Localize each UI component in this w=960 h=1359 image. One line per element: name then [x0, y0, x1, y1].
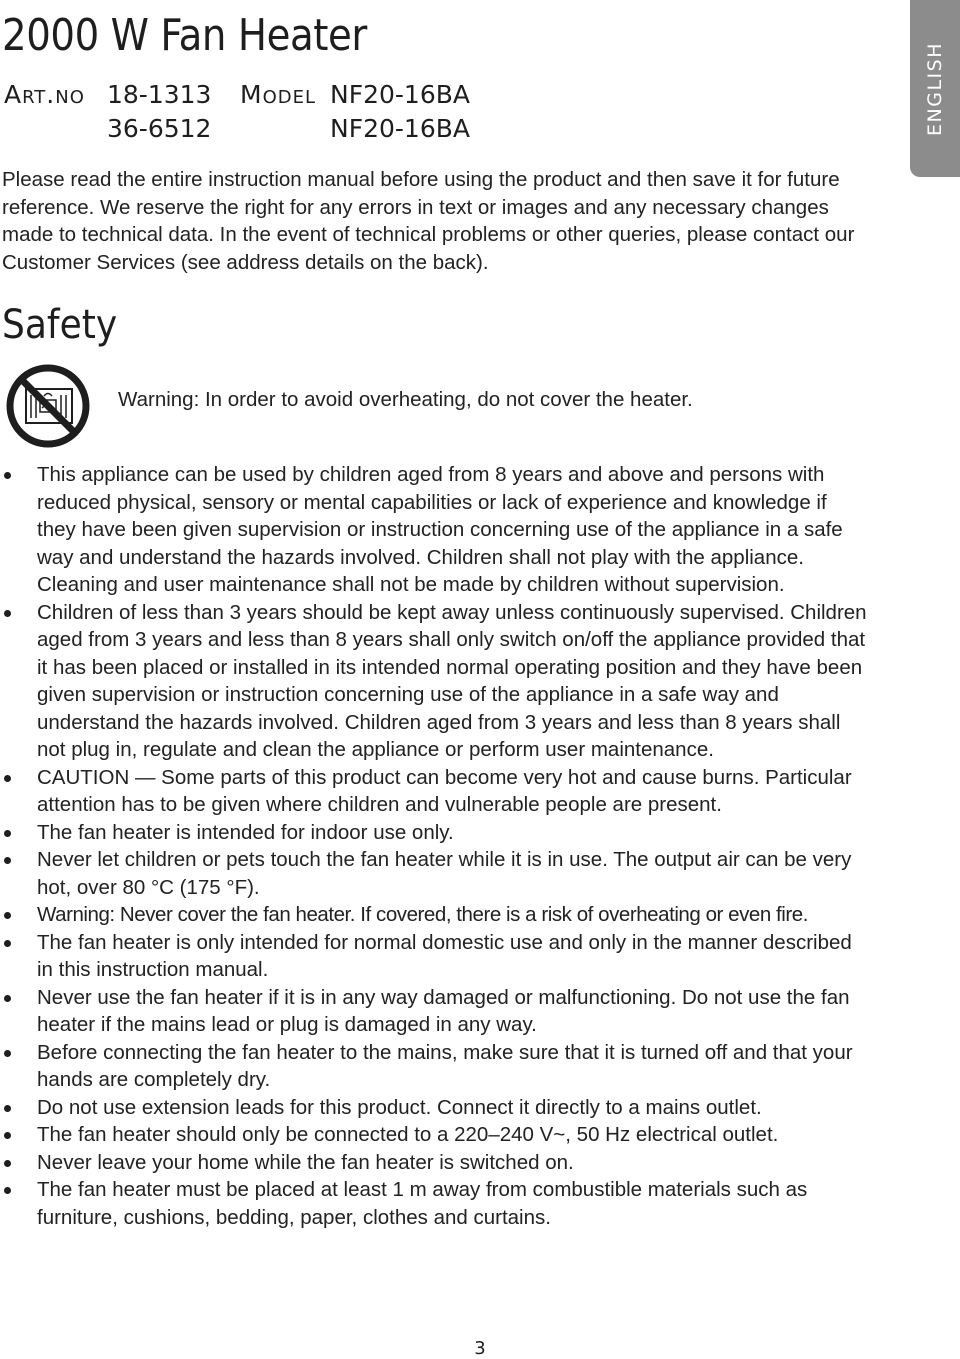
do-not-cover-icon [4, 362, 92, 450]
language-tab-label: ENGLISH [924, 41, 946, 136]
warning-text: In order to avoid overheating, do not cover the heater. [204, 388, 693, 411]
safety-item: Do not use extension leads for this product. Connect it directly to a mains outlet. [0, 1094, 870, 1122]
safety-item: This appliance can be used by children aged from 8 years and above and persons with reduced physical, sensory or mental capabilities or lack of experience and knowledge if they have been given supervision or instruction concerning use of the appliance in a safe way and understand the hazards involved. Children shall not play with the appliance. Cleaning and user maintenance shall not be made by children without supervision. [0, 461, 870, 599]
art-no-value: 18-1313 [107, 80, 212, 109]
safety-item: The fan heater should only be connected to a 220–240 V~, 50 Hz electrical outlet. [0, 1121, 870, 1149]
model-value: NF20-16BA [330, 114, 470, 143]
safety-item: CAUTION — Some parts of this product can become very hot and cause burns. Particular attention has to be given where children and vulnerable people are present. [0, 764, 870, 819]
warning-label: Warning: [118, 388, 200, 411]
art-no-label: Art.no [4, 80, 85, 109]
safety-heading: Safety [2, 302, 118, 348]
safety-item: Never use the fan heater if it is in any way damaged or malfunctioning. Do not use the fan heater if the mains lead or plug is damaged in any way. [0, 984, 870, 1039]
safety-item: The fan heater is intended for indoor use only. [0, 819, 870, 847]
page-title: 2000 W Fan Heater [2, 10, 367, 61]
safety-item: Before connecting the fan heater to the mains, make sure that it is turned off and that your hands are completely dry. [0, 1039, 870, 1094]
page-number: 3 [474, 1338, 486, 1359]
safety-item: Never leave your home while the fan heater is switched on. [0, 1149, 870, 1177]
safety-item: Warning: Never cover the fan heater. If covered, there is a risk of overheating or even fire. [0, 901, 870, 929]
safety-item: Children of less than 3 years should be kept away unless continuously supervised. Children aged from 3 years and less than 8 years shall only switch on/off the appliance provided that it has been placed or installed in its intended normal operating position and they have been given supervision or instruction concerning use of the appliance in a safe way and understand the hazards involved. Children aged from 3 years and less than 8 years shall not plug in, regulate and clean the appliance or perform user maintenance. [0, 599, 870, 764]
language-tab [910, 0, 960, 177]
safety-list [0, 461, 870, 1231]
safety-item: The fan heater must be placed at least 1 m away from combustible materials such as furniture, cushions, bedding, paper, clothes and curtains. [0, 1176, 870, 1231]
warning-note [118, 388, 693, 412]
warning-label: Warning: [37, 903, 115, 926]
safety-item: The fan heater is only intended for normal domestic use and only in the manner described in this instruction manual. [0, 929, 870, 984]
art-no-value: 36-6512 [107, 114, 212, 143]
intro-paragraph: Please read the entire instruction manual before using the product and then save it for future reference. We reserve the right for any errors in text or images and any necessary changes made to technical data. In the event of technical problems or other queries, please contact our Customer Services (see address details on the back). [2, 168, 855, 274]
model-label: Model [240, 80, 316, 109]
model-value: NF20-16BA [330, 80, 470, 109]
safety-item: Never let children or pets touch the fan heater while it is in use. The output air can be very hot, over 80 °C (175 °F). [0, 846, 870, 901]
